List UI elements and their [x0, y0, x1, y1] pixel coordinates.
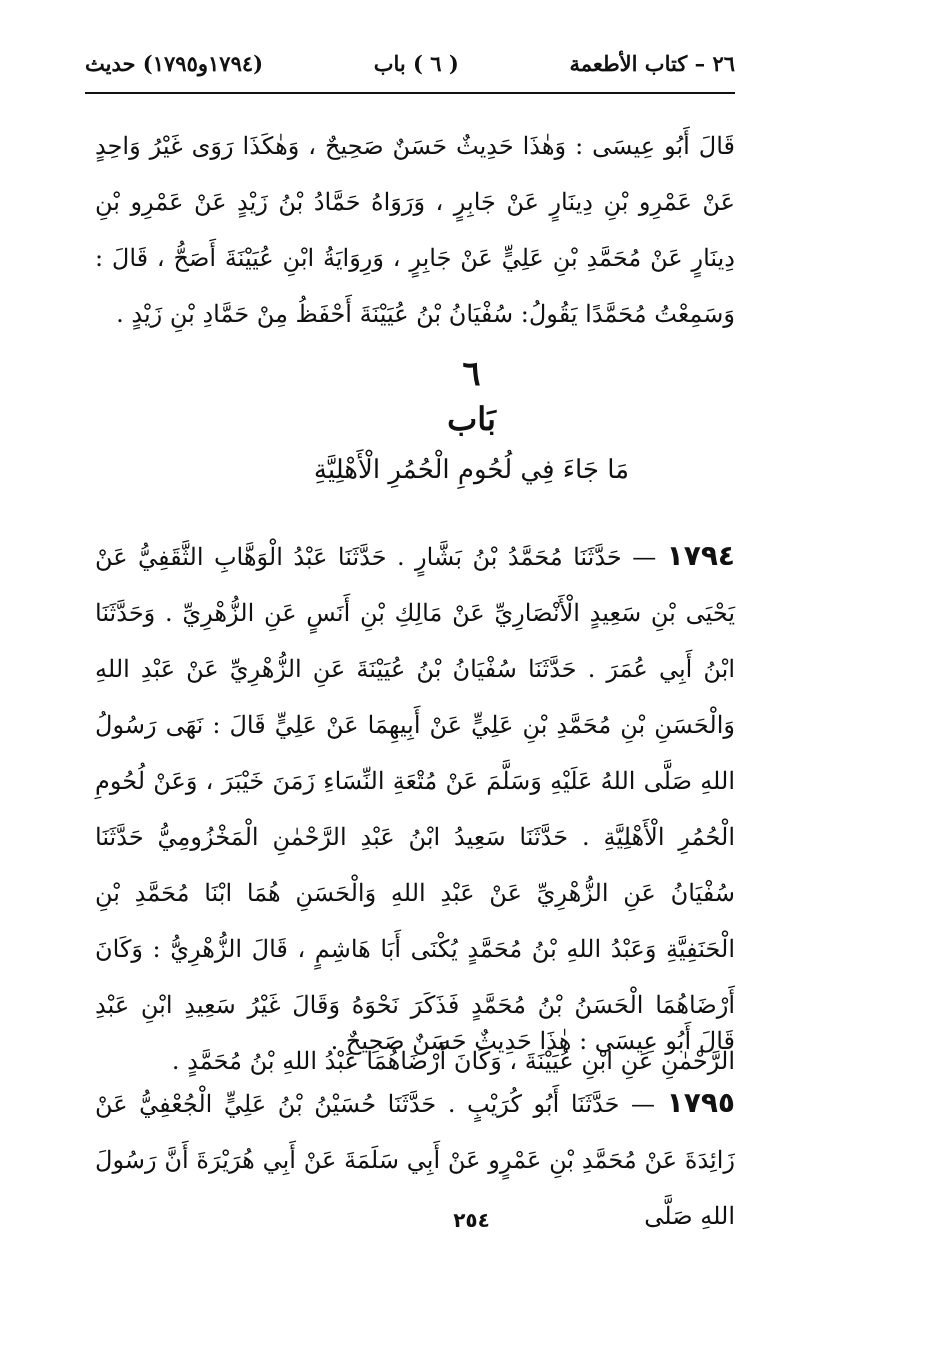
running-header: [85, 38, 735, 88]
header-hadith-range: (١٧٩٤و١٧٩٥) حديث: [85, 50, 264, 76]
hadith-text: — حَدَّثَنَا مُحَمَّدُ بْنُ بَشَّارٍ . حَدَّثَنَا عَبْدُ الْوَهَّابِ الثَّقَفِيُّ عَنْ يَحْيَى بْنِ سَعِيدٍ الْأَنْصَارِيِّ عَنْ مَالِكِ بْنِ أَنَسٍ عَنِ الزُّهْرِيِّ . وَحَدَّثَنَا ابْنُ أَبِي عُمَرَ . حَدَّثَنَا سُفْيَانُ بْنُ عُيَيْنَةَ عَنِ الزُّهْرِيِّ عَنْ عَبْدِ اللهِ وَالْحَسَنِ بْنِ مُحَمَّدِ بْنِ عَلِيٍّ عَنْ أَبِيهِمَا عَنْ عَلِيٍّ قَالَ : نَهَى رَسُولُ اللهِ صَلَّى اللهُ عَلَيْهِ وَسَلَّمَ عَنْ مُتْعَةِ النِّسَاءِ زَمَنَ خَيْبَرَ ، وَعَنْ لُحُومِ الْحُمُرِ الْأَهْلِيَّةِ . حَدَّثَنَا سَعِيدُ ابْنُ عَبْدِ الرَّحْمٰنِ الْمَخْزُومِيُّ حَدَّثَنَا سُفْيَانُ عَنِ الزُّهْرِيِّ عَنْ عَبْدِ اللهِ وَالْحَسَنِ هُمَا ابْنَا مُحَمَّدِ بْنِ الْحَنَفِيَّةِ وَعَبْدُ اللهِ بْنُ مُحَمَّدٍ يُكْنَى أَبَا هَاشِمٍ ، قَالَ الزُّهْرِيُّ : وَكَانَ أَرْضَاهُمَا الْحَسَنُ بْنُ مُحَمَّدٍ فَذَكَرَ نَحْوَهُ وَقَالَ غَيْرُ سَعِيدِ ابْنِ عَبْدِ الرَّحْمٰنِ عَنِ ابْنِ عُيَيْنَةَ ، وَكَانَ أَرْضَاهُمَا عَبْدُ اللهِ بْنُ مُحَمَّدٍ .: [95, 543, 736, 1075]
header-chapter: ( ٦ ) باب: [373, 50, 459, 76]
chapter-heading: بَاب: [447, 400, 496, 438]
hadith-text: — حَدَّثَنَا أَبُو كُرَيْبٍ . حَدَّثَنَا حُسَيْنُ بْنُ عَلِيٍّ الْجُعْفِيُّ عَنْ زَائِدَةَ عَنْ مُحَمَّدِ بْنِ عَمْرٍو عَنْ أَبِي سَلَمَةَ عَنْ أَبِي هُرَيْرَةَ أَنَّ رَسُولَ اللهِ صَلَّى: [95, 1090, 735, 1230]
hadith-1794: [95, 528, 735, 1089]
hadith-number: ١٧٩٥: [666, 1086, 735, 1119]
chapter-title: مَا جَاءَ فِي لُحُومِ الْحُمُرِ الْأَهْلِيَّةِ: [313, 455, 630, 485]
header-book-title: ٢٦ – كتاب الأطعمة: [569, 50, 735, 76]
paragraph-abu-isa-comment: قَالَ أَبُو عِيسَى : وَهٰذَا حَدِيثٌ حَسَنٌ صَحِيحٌ ، وَهٰكَذَا رَوَى غَيْرُ وَاحِدٍ عَنْ عَمْرِو بْنِ دِينَارٍ عَنْ جَابِرٍ ، وَرَوَاهُ حَمَّادُ بْنُ زَيْدٍ عَنْ عَمْرِو بْنِ دِينَارٍ عَنْ مُحَمَّدِ بْنِ عَلِيٍّ عَنْ جَابِرٍ ، وَرِوَايَةُ ابْنِ عُيَيْنَةَ أَصَحُّ ، قَالَ : وَسَمِعْتُ مُحَمَّدًا يَقُولُ: سُفْيَانُ بْنُ عُيَيْنَةَ أَحْفَظُ مِنْ حَمَّادِ بْنِ زَيْدٍ .: [95, 132, 736, 328]
hadith-number: ١٧٩٤: [666, 539, 735, 572]
paragraph-grading: قَالَ أَبُو عِيسَى : هٰذَا حَدِيثٌ حَسَنٌ صَحِيحٌ .: [330, 1027, 735, 1055]
page-number: ٢٥٤: [453, 1208, 490, 1232]
chapter-number: ٦: [462, 354, 481, 394]
header-rule: [85, 92, 735, 94]
